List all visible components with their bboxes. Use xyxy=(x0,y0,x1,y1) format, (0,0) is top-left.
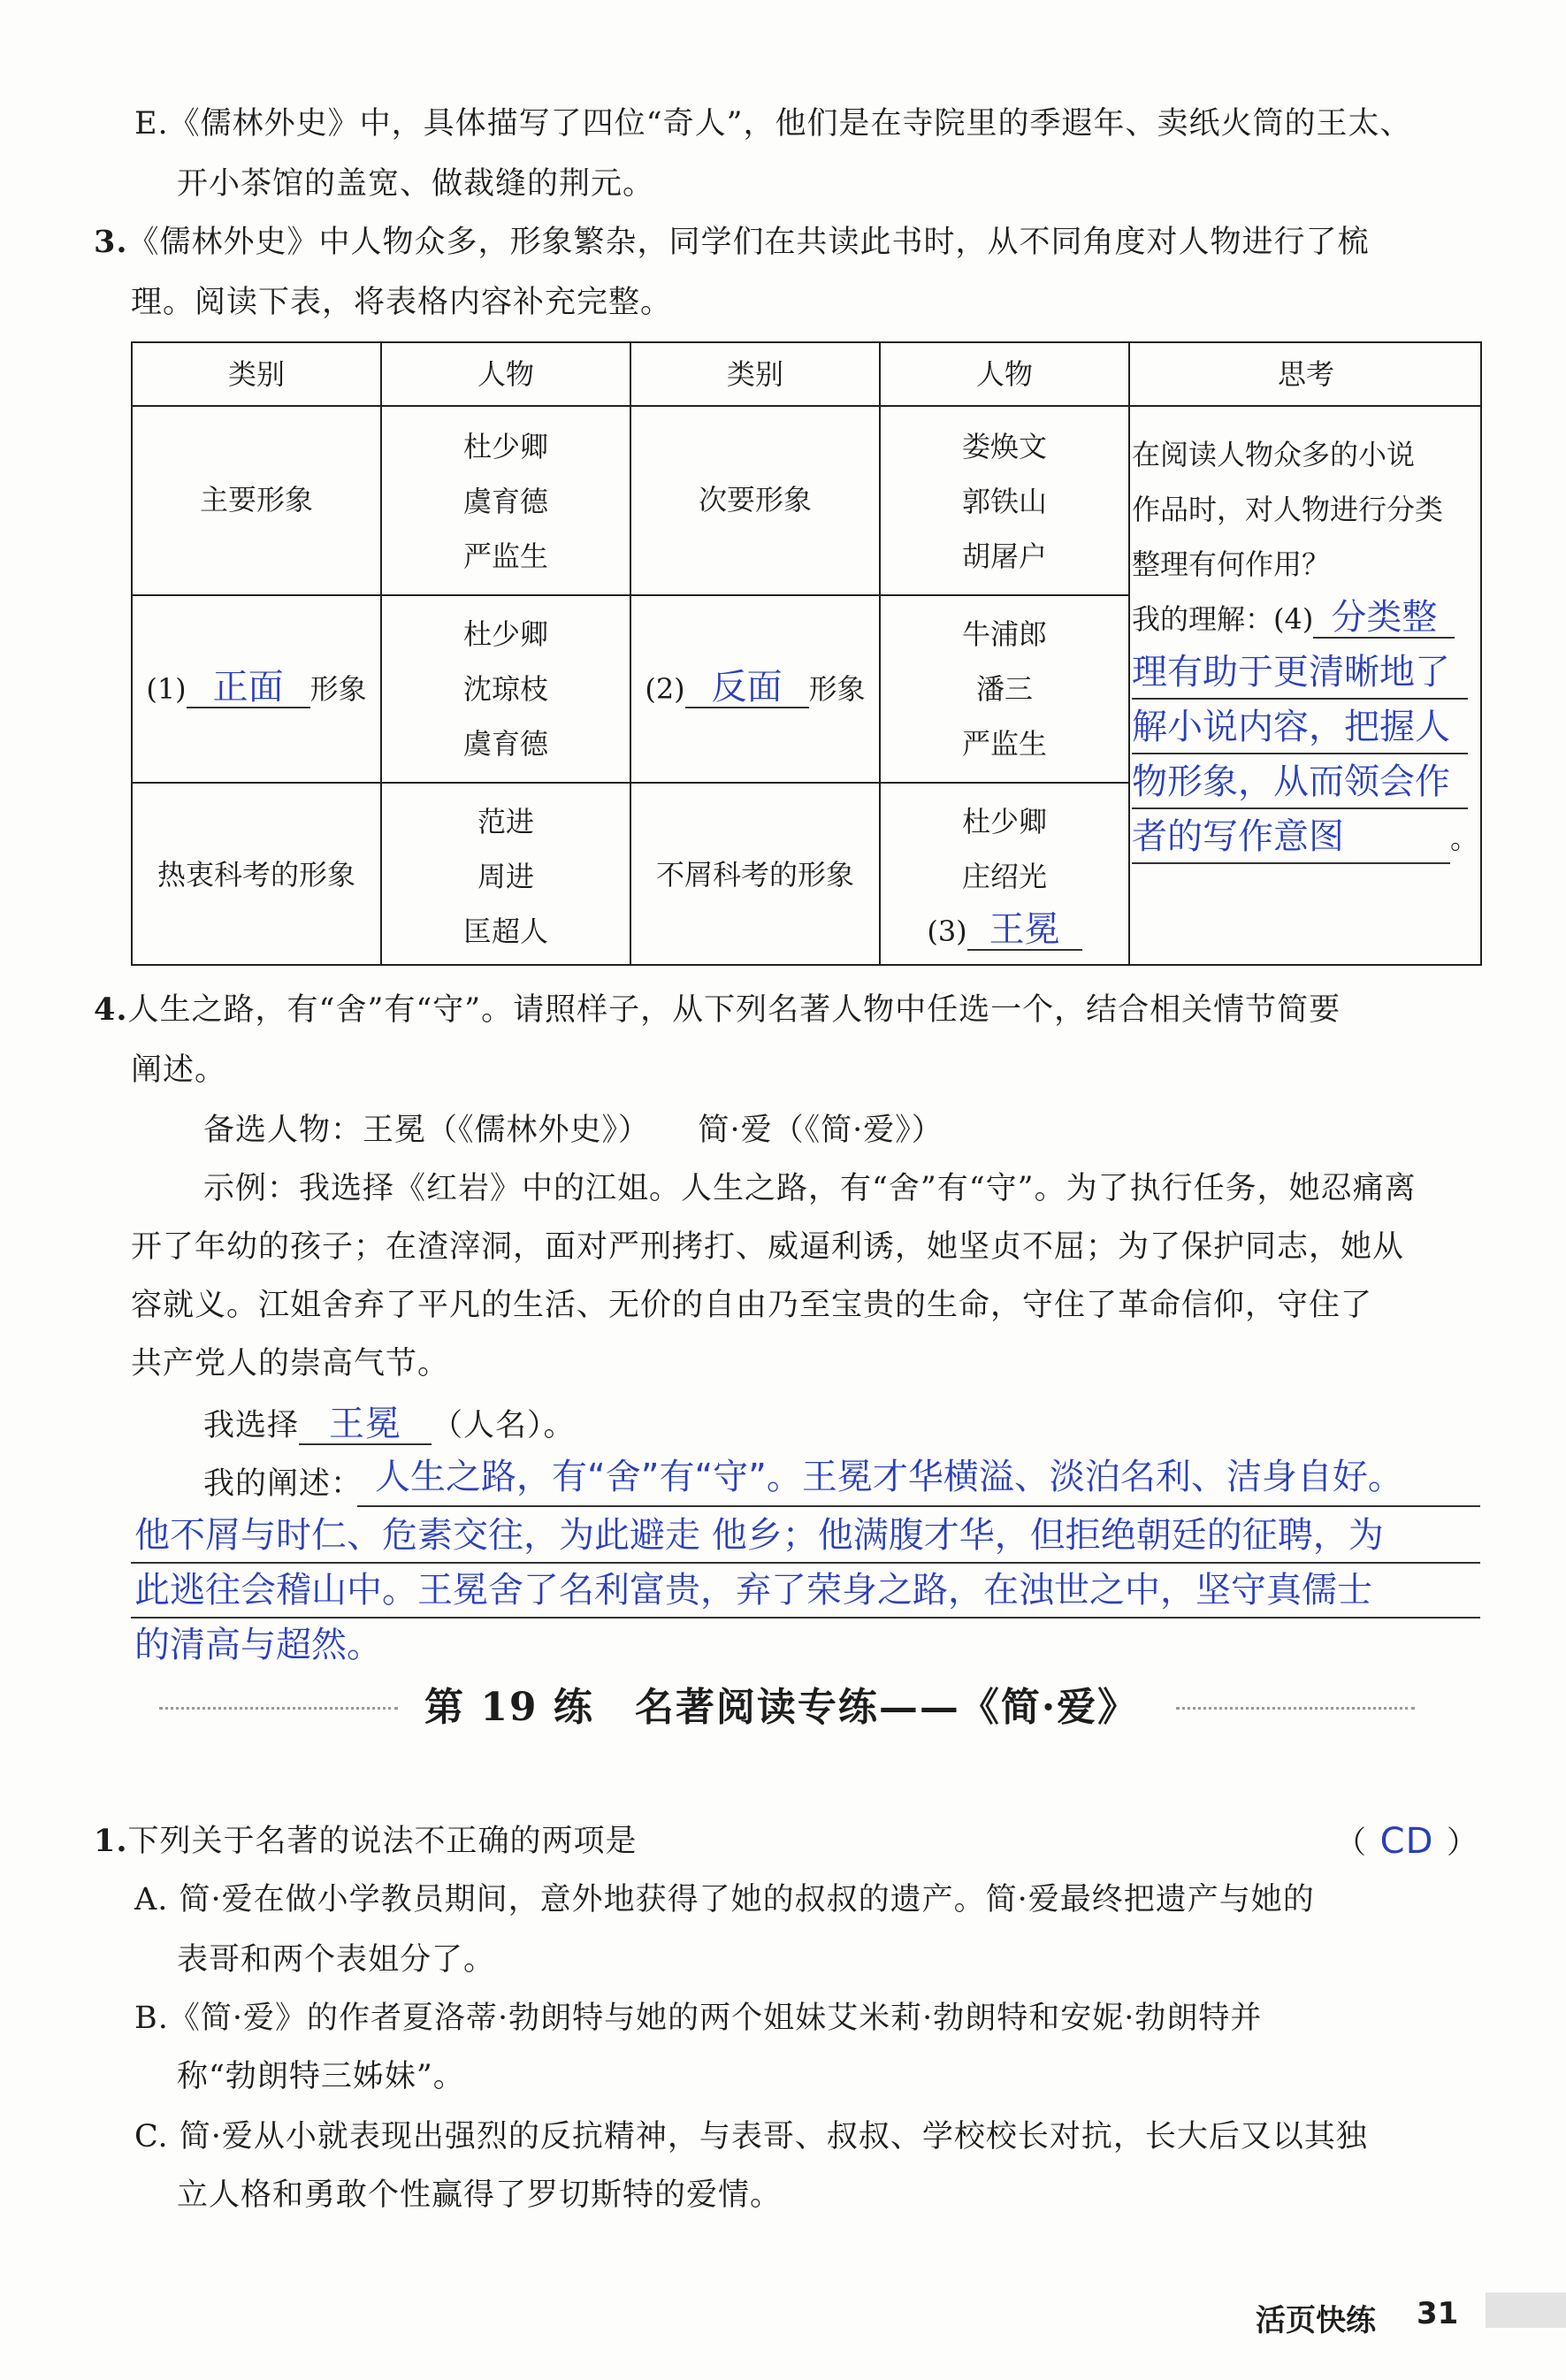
row3-people-1: 范进 周进 匡超人 xyxy=(462,805,548,948)
q4-line1 xyxy=(94,989,1341,1031)
s19-q1-number: 1. xyxy=(94,1823,128,1859)
row1-people-2: 娄焕文 郭铁山 胡屠户 xyxy=(961,430,1047,573)
row1-category-1: 主要形象 xyxy=(199,483,313,517)
q4-example-line1: 示例：我选择《红岩》中的江姐。人生之路，有“舍”有“守”。为了执行任务，她忍痛离 xyxy=(203,1171,1417,1206)
s19-q1-option-c-line1: C. 简·爱从小就表现出强烈的反抗精神，与表哥、叔叔、学校校长对抗，长大后又以其独 xyxy=(134,2119,1368,2154)
explain-line1[interactable]: 人生之路，有“舍”有“守”。王冕才华横溢、淡泊名利、洁身自好。 xyxy=(375,1457,1403,1497)
row2-people-2: 牛浦郎 潘三 严监生 xyxy=(961,617,1047,761)
answer-4-line3[interactable]: 解小说内容，把握人 xyxy=(1132,701,1468,754)
header-people-1: 人物 xyxy=(477,357,534,391)
answer-4-line2[interactable]: 理有助于更清晰地了 xyxy=(1132,647,1468,700)
answer-2[interactable]: 反面 xyxy=(685,668,809,708)
q4-number: 4. xyxy=(94,991,128,1028)
row3-people-2: 杜少卿 庄绍光 (3) 王冕 xyxy=(881,794,1128,959)
row1-people-1: 杜少卿 虞育德 严监生 xyxy=(462,430,548,573)
q4-example-line4: 共产党人的崇高气节。 xyxy=(131,1346,450,1381)
row3-category-1: 热衷科考的形象 xyxy=(157,858,355,892)
q3-text1: 《儒林外史》中人物众多，形象繁杂，同学们在共读此书时，从不同角度对人物进行了梳 xyxy=(127,225,1370,260)
section-title xyxy=(0,1677,1566,1739)
answer-3[interactable]: 王冕 xyxy=(967,910,1082,951)
footer-brand: 活页快练 xyxy=(1256,2303,1376,2338)
answer-4-line4[interactable]: 物形象，从而领会作 xyxy=(1132,756,1468,809)
option-e-line1: E.《儒林外史》中，具体描写了四位“奇人”，他们是在寺院里的季遐年、卖纸火筒的王太、 xyxy=(134,106,1412,142)
row1-category-2: 次要形象 xyxy=(698,483,812,517)
s19-q1-option-c-line2: 立人格和勇敢个性赢得了罗切斯特的爱情。 xyxy=(177,2177,783,2213)
s19-q1-answer[interactable]: CD xyxy=(1379,1821,1434,1862)
s19-q1-option-b-line2: 称“勃朗特三姊妹”。 xyxy=(177,2059,465,2094)
page-number: 31 xyxy=(1417,2296,1459,2331)
q3-number: 3. xyxy=(94,224,128,260)
q4-choose: 我选择 王冕 （人名）。 xyxy=(203,1404,576,1444)
answer-4-line5[interactable]: 者的写作意图 xyxy=(1132,811,1450,864)
q4-example-line3: 容就义。江姐舍弃了平凡的生活、无价的自由乃至宝贵的生命，守住了革命信仰，守住了 xyxy=(131,1288,1373,1323)
section-title-text: 第 19 练 名著阅读专练——《简·爱》 xyxy=(424,1685,1139,1730)
q3-line2: 理。阅读下表，将表格内容补充完整。 xyxy=(131,285,673,320)
answer-4-line1[interactable]: 分类整 xyxy=(1313,598,1455,639)
character-table xyxy=(131,341,1482,966)
q4-example-line2: 开了年幼的孩子；在渣滓洞，面对严刑拷打、威逼利诱，她坚贞不屈；为了保护同志，她从 xyxy=(131,1229,1405,1265)
explain-line3[interactable]: 此逃往会稽山中。王冕舍了名利富贵，弃了荣身之路，在浊世之中，坚守真儒士 xyxy=(134,1570,1372,1611)
option-e-line2: 开小茶馆的盖宽、做裁缝的荆元。 xyxy=(177,166,655,202)
q4-options: 备选人物：王冕（《儒林外史》） 简·爱（《简·爱》） xyxy=(203,1113,943,1148)
header-think: 思考 xyxy=(1277,357,1334,391)
s19-q1-option-a-line1: A. 简·爱在做小学教员期间，意外地获得了她的叔叔的遗产。简·爱最终把遗产与她的 xyxy=(134,1882,1315,1917)
answer-1[interactable]: 正面 xyxy=(187,668,310,708)
choose-answer[interactable]: 王冕 xyxy=(299,1404,432,1445)
row2-people-1: 杜少卿 沈琼枝 虞育德 xyxy=(462,617,548,761)
q3-line1 xyxy=(94,221,1370,264)
s19-q1-answer-box: （ CD ） xyxy=(1335,1821,1479,1862)
s19-q1-stem: 1.下列关于名著的说法不正确的两项是 xyxy=(94,1823,638,1859)
header-category-1: 类别 xyxy=(227,357,285,391)
q4-line2: 阐述。 xyxy=(131,1052,227,1088)
q4-explain-label: 我的阐述： xyxy=(203,1466,363,1502)
s19-q1-option-b-line1: B.《简·爱》的作者夏洛蒂·勃朗特与她的两个姐妹艾米莉·勃朗特和安妮·勃朗特并 xyxy=(134,2001,1263,2036)
explain-line4[interactable]: 的清高与超然。 xyxy=(134,1625,382,1665)
q4-text1: 人生之路，有“舍”有“守”。请照样子，从下列名著人物中任选一个，结合相关情节简要 xyxy=(127,992,1341,1028)
row2-category-1: (1) 正面 形象 xyxy=(146,667,367,708)
header-people-2: 人物 xyxy=(975,357,1033,391)
row3-category-2: 不屑科考的形象 xyxy=(655,858,854,892)
header-category-2: 类别 xyxy=(726,357,783,391)
s19-q1-option-a-line2: 表哥和两个表姐分了。 xyxy=(177,1942,496,1978)
think-label: 我的理解：(4) xyxy=(1132,602,1314,636)
row2-category-2: (2) 反面 形象 xyxy=(645,667,866,708)
explain-line2[interactable]: 他不屑与时仁、危素交往，为此避走 他乡；他满腹才华，但拒绝朝廷的征聘，为 xyxy=(134,1515,1384,1556)
think-column: 在阅读人物众多的小说 作品时，对人物进行分类 整理有何作用？ 我的理解：(4) 分类整 理有助于更清晰地了 解小说内容，把握人 物形象，从而领会作 者的写作意图 。 xyxy=(1132,427,1481,866)
corner-decoration xyxy=(1486,2292,1566,2328)
